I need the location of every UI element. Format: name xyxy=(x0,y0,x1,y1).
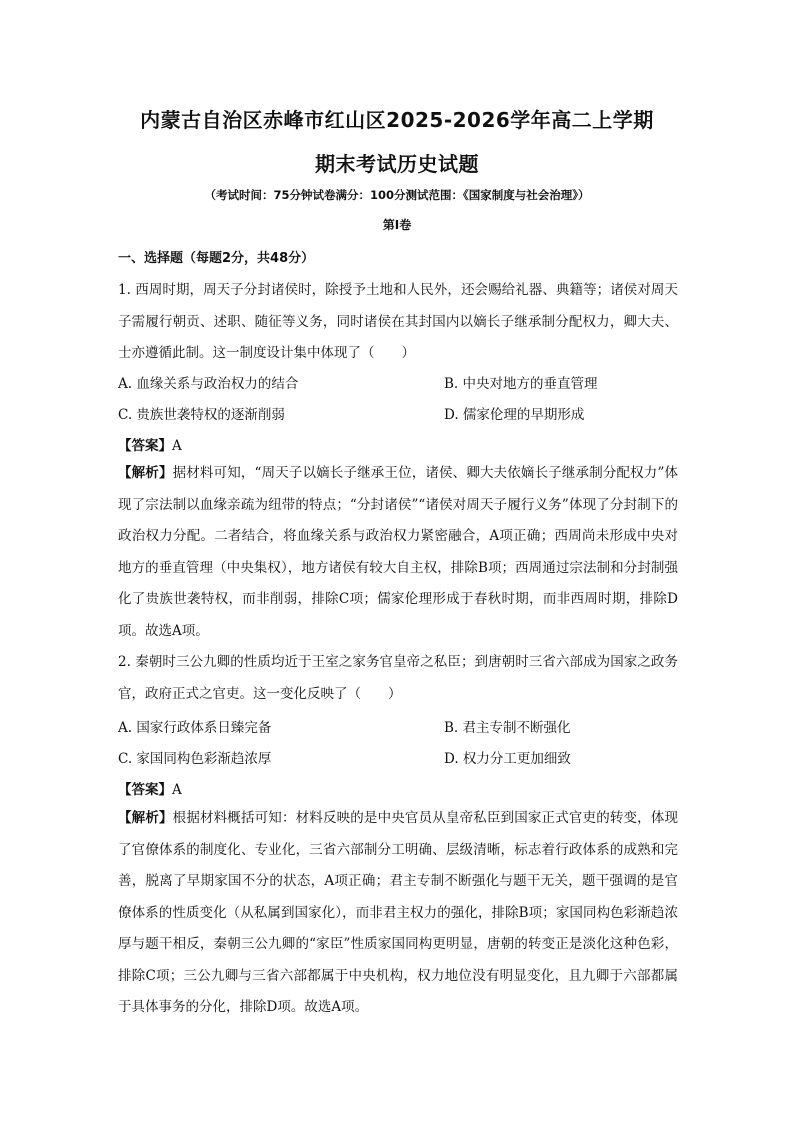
volume-label: 第I卷 xyxy=(382,218,412,232)
analysis-text: 据材料可知，“周天子以嫡长子继承王位，诸侯、卿大夫依嫡长子继承制分配权力”体现了宗法制以血缘亲疏为纽带的特点；“分封诸侯”“诸侯对周天子履行义务”体现了分封制下的政治权力分配。二者结合，将血缘关系与政治权力紧密融合，A项正确；西周尚未形成中央对地方的垂直管理（中央集权），地方诸侯有较大自主权，排除B项；西周通过宗法制和分封制强化了贵族世袭特权，而非削弱，排除C项；儒家伦理形成于春秋时期，而非西周时期，排除D项。故选A项。 xyxy=(118,465,678,639)
analysis-label: 【解析】 xyxy=(118,810,173,826)
question-1-analysis xyxy=(118,458,678,647)
question-1-option-b: B. 中央对地方的垂直管理 xyxy=(444,376,598,392)
section-heading: 一、选择题（每题2分，共48分） xyxy=(118,251,315,266)
page-subtitle: 期末考试历史试题 xyxy=(315,152,479,176)
question-1-option-c: C. 贵族世袭特权的逐渐削弱 xyxy=(118,407,285,423)
question-2-answer xyxy=(118,778,182,798)
question-1-stem: 1. 西周时期，周天子分封诸侯时，除授予土地和人民外，还会赐给礼器、典籍等；诸侯对周天子需履行朝贡、述职、随征等义务，同时诸侯在其封国内以嫡长子继承制分配权力，卿大夫、士亦遵循此制。这一制度设计集中体现了（ ） xyxy=(118,282,678,361)
analysis-label: 【解析】 xyxy=(118,465,173,481)
answer-label: 【答案】 xyxy=(118,782,172,798)
answer-value: A xyxy=(172,438,182,454)
question-2-option-a: A. 国家行政体系日臻完备 xyxy=(118,720,272,736)
question-2-option-c: C. 家国同构色彩渐趋浓厚 xyxy=(118,751,272,767)
answer-value: A xyxy=(172,782,182,798)
answer-label: 【答案】 xyxy=(118,438,172,454)
page-title: 内蒙古自治区赤峰市红山区2025-2026学年高二上学期 xyxy=(140,108,654,132)
question-2-option-d: D. 权力分工更加细致 xyxy=(444,751,571,767)
question-1-answer xyxy=(118,434,182,454)
question-1-option-a: A. 血缘关系与政治权力的结合 xyxy=(118,376,299,392)
question-2-option-b: B. 君主专制不断强化 xyxy=(444,720,571,736)
question-2-stem: 2. 秦朝时三公九卿的性质均近于王室之家务官皇帝之私臣；到唐朝时三省六部成为国家之政务官，政府正式之官吏。这一变化反映了（ ） xyxy=(118,654,678,702)
question-1-option-d: D. 儒家伦理的早期形成 xyxy=(444,407,585,423)
question-2-analysis xyxy=(118,803,678,1024)
analysis-text: 根据材料概括可知：材料反映的是中央官员从皇帝私臣到国家正式官吏的转变，体现了官僚体系的制度化、专业化，三省六部制分工明确、层级清晰，标志着行政体系的成熟和完善，脱离了早期家国不分的状态，A项正确；君主专制不断强化与题干无关，题干强调的是官僚体系的性质变化（从私属到国家化），而非君主权力的强化，排除B项；家国同构色彩渐趋浓厚与题干相反，秦朝三公九卿的“家臣”性质家国同构更明显，唐朝的转变正是淡化这种色彩，排除C项；三公九卿与三省六部都属于中央机构，权力地位没有明显变化，且九卿于六部都属于具体事务的分化，排除D项。故选A项。 xyxy=(118,810,679,1015)
exam-note: （考试时间：75分钟试卷满分：100分测试范围：《国家制度与社会治理》） xyxy=(204,188,590,202)
